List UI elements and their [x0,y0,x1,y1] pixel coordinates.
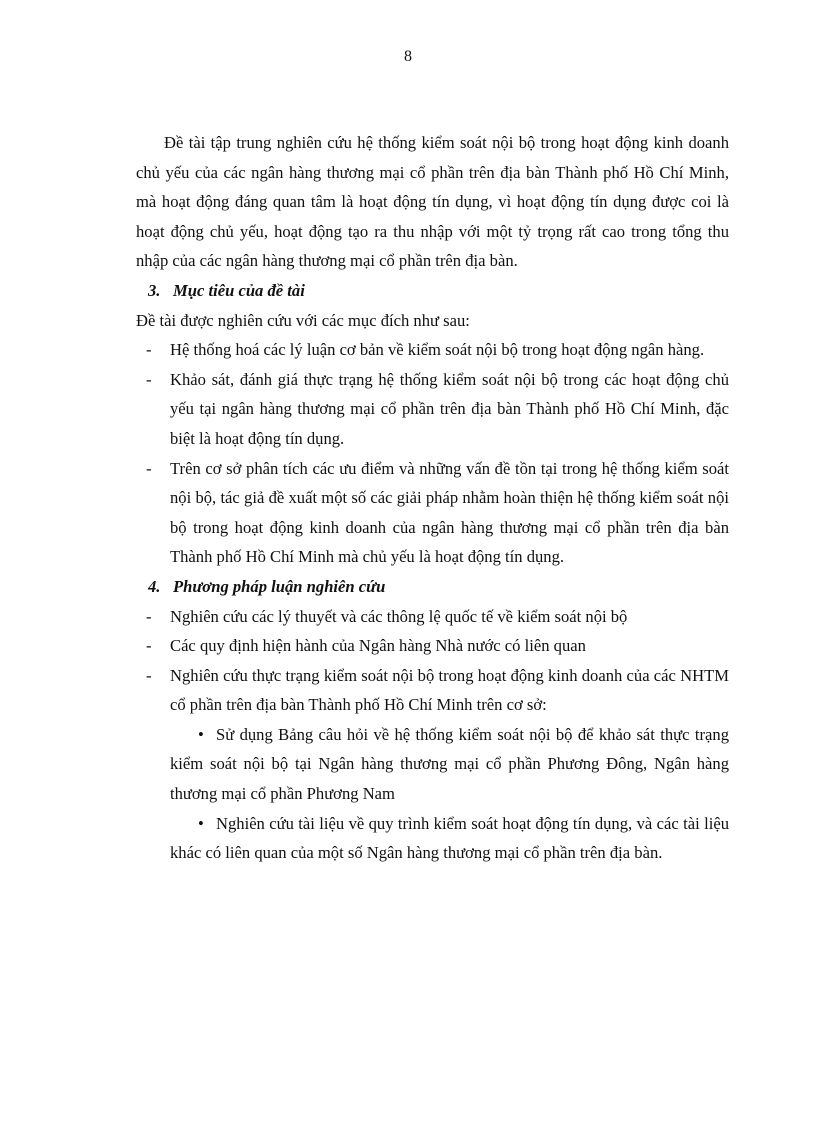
page-number: 8 [404,48,412,65]
bullet-item-text: Sử dụng Bảng câu hỏi về hệ thống kiểm soát nội bộ để khảo sát thực trạng kiểm soát nội bộ tại Ngân hàng thương mại cổ phần Phương Đông, Ngân hàng thương mại cổ phần Phương Nam [170,724,729,804]
dash-marker: - [146,665,152,685]
list-item-text: Các quy định hiện hành của Ngân hàng Nhà nước có liên quan [170,636,586,656]
list-item [136,454,729,572]
list-item-text: Khảo sát, đánh giá thực trạng hệ thống kiểm soát nội bộ trong các hoạt động chủ yếu tại ngân hàng thương mại cổ phần trên địa bàn Thành phố Hồ Chí Minh, đặc biệt là hoạt động tín dụng. [170,369,729,448]
list-item [136,335,729,365]
bullet-icon: • [198,724,204,744]
document-body [136,128,729,868]
list-item [136,602,729,632]
bullet-item-text: Nghiên cứu tài liệu về quy trình kiểm soát hoạt động tín dụng, và các tài liệu khác có liên quan của một số Ngân hàng thương mại cổ phần trên địa bàn. [170,813,729,863]
list-item [136,631,729,661]
list-item-text: Trên cơ sở phân tích các ưu điểm và những vấn đề tồn tại trong hệ thống kiểm soát nội bộ, tác giả đề xuất một số các giải pháp nhằm hoàn thiện hệ thống kiểm soát nội bộ trong hoạt động kinh doanh của ngân hàng thương mại cổ phần trên địa bàn Thành phố Hồ Chí Minh mà chủ yếu là hoạt động tín dụng. [170,458,729,567]
section-heading-objectives [148,276,729,306]
bullet-item [136,720,729,809]
dash-marker: - [146,369,152,389]
section-title: Mục tiêu của đề tài [173,280,305,300]
list-item [136,365,729,454]
dash-marker: - [146,636,152,656]
section-number: 4. [148,576,161,596]
section-number: 3. [148,280,161,300]
dash-marker: - [146,606,152,626]
list-item-text: Hệ thống hoá các lý luận cơ bản về kiểm soát nội bộ trong hoạt động ngân hàng. [170,340,705,360]
intro-paragraph: Đề tài tập trung nghiên cứu hệ thống kiểm soát nội bộ trong hoạt động kinh doanh chủ yếu của các ngân hàng thương mại cổ phần trên địa bàn Thành phố Hồ Chí Minh, mà hoạt động đáng quan tâm là hoạt động tín dụng, vì hoạt động tín dụng được coi là hoạt động chủ yếu, hoạt động tạo ra thu nhập với một tỷ trọng rất cao trong tổng thu nhập của các ngân hàng thương mại cổ phần trên địa bàn. [136,133,729,271]
dash-marker: - [146,340,152,360]
list-item-text: Nghiên cứu thực trạng kiểm soát nội bộ trong hoạt động kinh doanh của các NHTM cổ phần trên địa bàn Thành phố Hồ Chí Minh trên cơ sở: [170,665,729,715]
bullet-item [136,809,729,868]
bullet-icon: • [198,813,204,833]
list-item-text: Nghiên cứu các lý thuyết và các thông lệ quốc tế về kiểm soát nội bộ [170,606,628,626]
list-item [136,661,729,720]
objectives-lead: Đề tài được nghiên cứu với các mục đích như sau: [136,310,470,330]
section-title: Phương pháp luận nghiên cứu [173,576,386,596]
dash-marker: - [146,458,152,478]
section-heading-methodology [148,572,729,602]
